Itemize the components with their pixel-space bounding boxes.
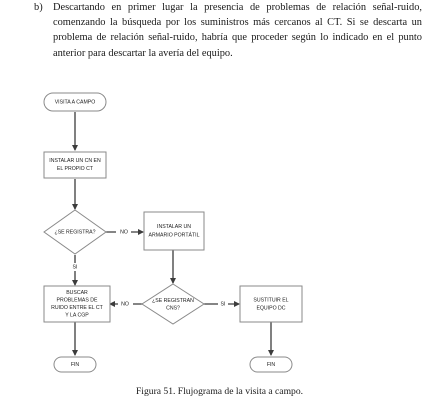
edge-label-cns-no: NO bbox=[121, 301, 129, 308]
node-install-cn-line-1: INSTALAR UN CN EN bbox=[49, 157, 101, 164]
node-start-line-1: VISITA A CAMPO bbox=[54, 99, 96, 106]
node-fin-right-line-1: FIN bbox=[266, 361, 276, 368]
node-install-armario-line-2: ARMARIO PORTÁTIL bbox=[148, 232, 200, 239]
node-sustituir-line-2: EQUIPO DC bbox=[256, 305, 286, 312]
node-fin-left-line-1: FIN bbox=[70, 361, 80, 368]
node-buscar-line-2: PROBLEMAS DE bbox=[56, 297, 98, 304]
edge-label-cns-si: SI bbox=[220, 301, 226, 308]
node-sustituir-line-1: SUSTITUIR EL bbox=[253, 297, 289, 304]
node-buscar-line-3: RUIDO ENTRE EL CT bbox=[51, 304, 103, 311]
node-install-cn-line-2: EL PROPIO CT bbox=[56, 165, 94, 172]
node-fin-left bbox=[54, 357, 96, 372]
list-marker: b) bbox=[34, 2, 43, 13]
node-install-cn bbox=[44, 152, 106, 178]
edge-label-registra-si: SI bbox=[72, 264, 78, 271]
node-buscar bbox=[44, 286, 110, 322]
paragraph-text: Descartando en primer lugar la presencia de problemas de relación señal-ruido, comenzando la búsqueda por los suministros más cercanos al CT. Si se descarta un problema de relación señal-ruido, habría que proceder según lo indicado en el punto anterior para descartar la avería del equipo. bbox=[53, 2, 422, 59]
node-decision-registra bbox=[44, 210, 106, 254]
node-decision-cns bbox=[142, 284, 204, 324]
node-decision-registra-line-1: ¿SE REGISTRA? bbox=[54, 229, 96, 236]
node-install-armario bbox=[144, 212, 204, 250]
node-buscar-line-1: BUSCAR bbox=[66, 289, 88, 296]
node-fin-right bbox=[250, 357, 292, 372]
node-decision-cns-line-1: ¿SE REGISTRAN bbox=[152, 297, 194, 304]
node-start bbox=[44, 93, 106, 111]
node-sustituir bbox=[240, 286, 302, 322]
edge-label-registra-no: NO bbox=[120, 229, 128, 236]
node-buscar-line-4: Y LA CGP bbox=[65, 312, 89, 319]
node-install-armario-line-1: INSTALAR UN bbox=[157, 223, 191, 230]
node-decision-cns-line-2: CNS? bbox=[166, 305, 180, 312]
figure-caption: Figura 51. Flujograma de la visita a campo. bbox=[135, 386, 304, 397]
